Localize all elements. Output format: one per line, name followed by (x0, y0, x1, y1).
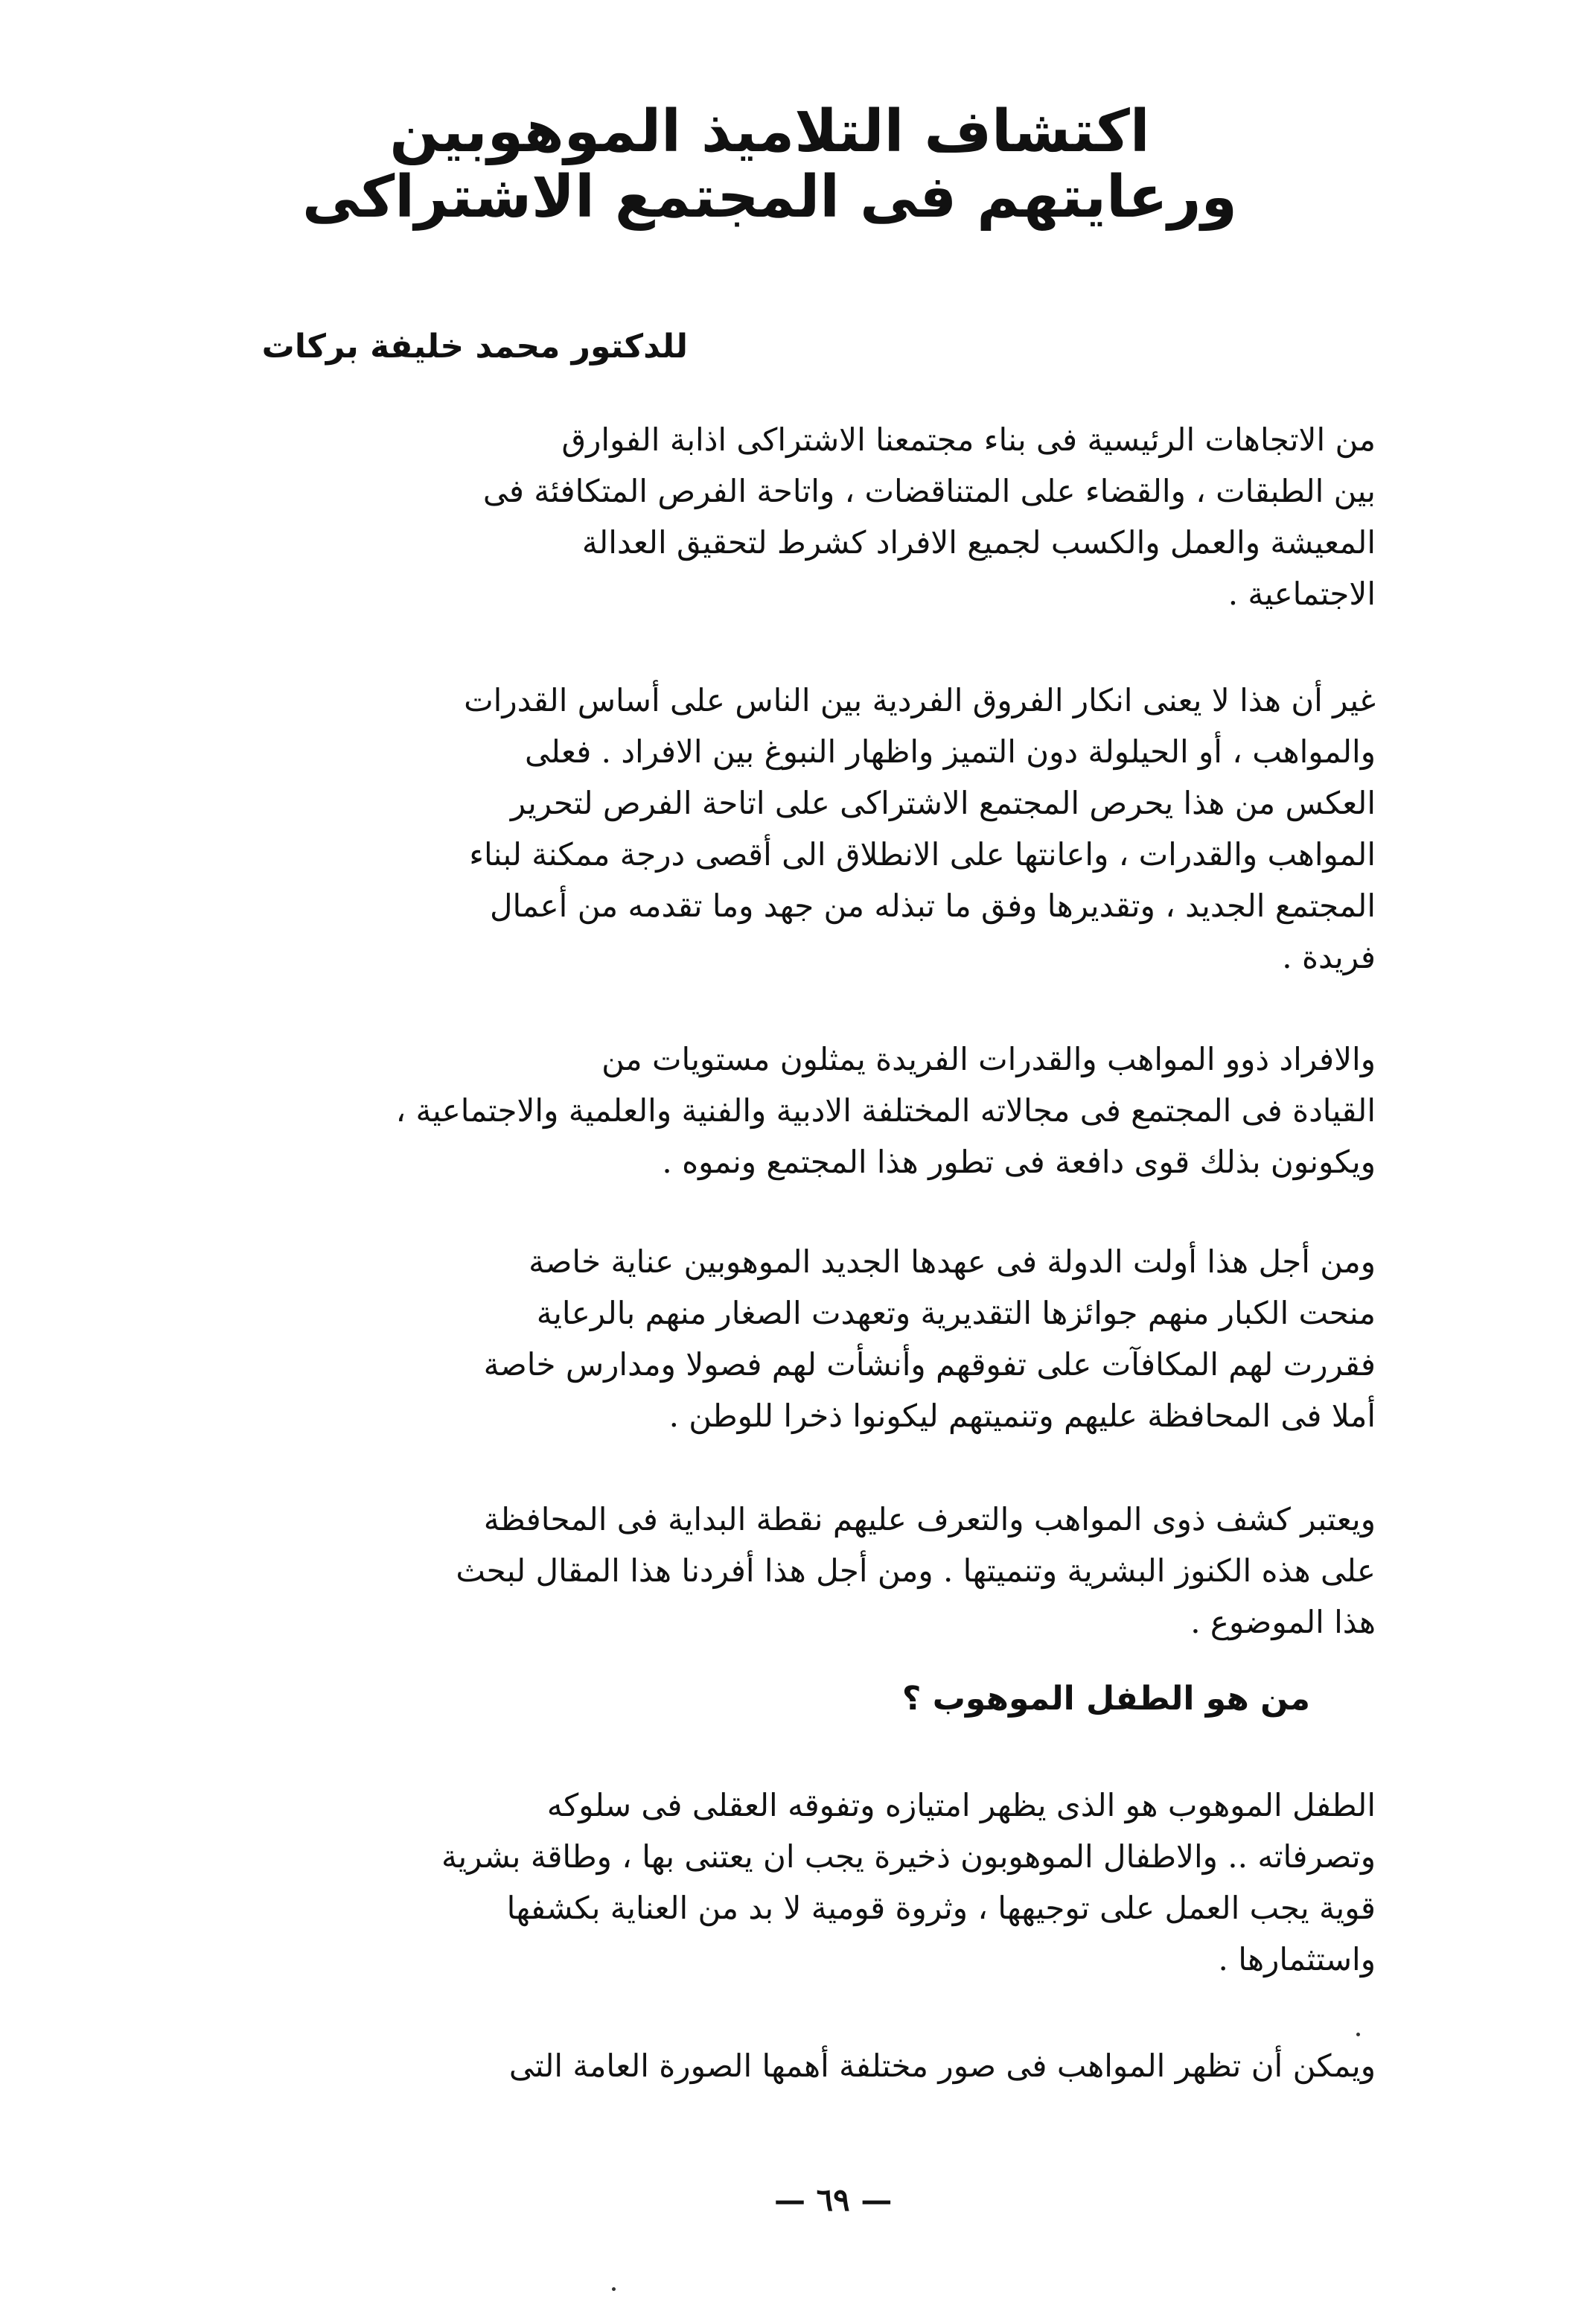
text-line: العكس من هذا يحرص المجتمع الاشتراكى على اتاحة الفرص لتحرير (510, 785, 1376, 821)
section-heading: من هو الطفل الموهوب ؟ (901, 1680, 1310, 1718)
paragraph-3 (214, 1033, 1376, 1188)
text-line: ويعتبر كشف ذوى المواهب والتعرف عليهم نقطة البداية فى المحافظة (483, 1501, 1376, 1537)
text-line: القيادة فى المجتمع فى مجالاته المختلفة الادبية والفنية والعلمية والاجتماعية ، (395, 1092, 1376, 1129)
text-line: المجتمع الجديد ، وتقديرها وفق ما تبذله من جهد وما تقدمه من أعمال (490, 887, 1376, 924)
text-line: واستثمارها . (1218, 1941, 1376, 1978)
paragraph-5 (214, 1494, 1376, 1648)
text-line: فقررت لهم المكافآت على تفوقهم وأنشأت لهم فصولا ومدارس خاصة (483, 1346, 1376, 1383)
text-line: بين الطبقات ، والقضاء على المتناقضات ، واتاحة الفرص المتكافئة فى (482, 473, 1376, 509)
text-line: وتصرفاته .. والاطفال الموهوبون ذخيرة يجب ان يعتنى بها ، وطاقة بشرية (441, 1838, 1376, 1875)
text-line: هذا الموضوع . (1190, 1604, 1376, 1640)
article-title-line-2: ورعايتهم فى المجتمع الاشتراكى (301, 164, 1238, 231)
scan-speck (1356, 2033, 1360, 2036)
text-line: قوية يجب العمل على توجيهها ، وثروة قومية لا بد من العناية بكشفها (506, 1890, 1376, 1926)
text-line: والمواهب ، أو الحيلولة دون التميز واظهار النبوغ بين الافراد . فعلى (525, 733, 1376, 770)
text-line: فريدة . (1282, 939, 1376, 975)
author-byline: للدكتور محمد خليفة بركات (261, 328, 688, 366)
text-line: ويمكن أن تظهر المواهب فى صور مختلفة أهمها الصورة العامة التى (508, 2047, 1376, 2084)
text-line: منحت الكبار منهم جوائزها التقديرية وتعهدت الصغار منهم بالرعاية (536, 1295, 1376, 1331)
text-line: من الاتجاهات الرئيسية فى بناء مجتمعنا الاشتراكى اذابة الفوارق (561, 421, 1376, 458)
text-line: الاجتماعية . (1228, 576, 1376, 612)
paragraph-2 (214, 675, 1376, 983)
paragraph-1 (214, 414, 1376, 619)
text-line: والافراد ذوو المواهب والقدرات الفريدة يمثلون مستويات من (601, 1041, 1376, 1077)
paragraph-6 (214, 1779, 1376, 1985)
paragraph-4 (214, 1236, 1376, 1441)
text-line: أملا فى المحافظة عليهم وتنميتهم ليكونوا ذخرا للوطن . (668, 1398, 1376, 1434)
text-line: ويكونون بذلك قوى دافعة فى تطور هذا المجتمع ونموه . (662, 1144, 1376, 1180)
text-line: على هذه الكنوز البشرية وتنميتها . ومن أجل هذا أفردنا هذا المقال لبحث (456, 1552, 1376, 1589)
text-line: الطفل الموهوب هو الذى يظهر امتيازه وتفوقه العقلى فى سلوكه (546, 1787, 1376, 1823)
text-line: المعيشة والعمل والكسب لجميع الافراد كشرط لتحقيق العدالة (581, 524, 1376, 561)
paragraph-7 (214, 2040, 1376, 2091)
page-number: — ٦٩ — (774, 2182, 893, 2218)
text-line: المواهب والقدرات ، واعانتها على الانطلاق الى أقصى درجة ممكنة لبناء (469, 836, 1376, 873)
article-title-line-1: اكتشاف التلاميذ الموهوبين (389, 98, 1150, 165)
text-line: ومن أجل هذا أولت الدولة فى عهدها الجديد الموهوبين عناية خاصة (529, 1243, 1376, 1280)
text-line: غير أن هذا لا يعنى انكار الفروق الفردية بين الناس على أساس القدرات (464, 682, 1376, 718)
scan-speck (612, 2287, 616, 2291)
